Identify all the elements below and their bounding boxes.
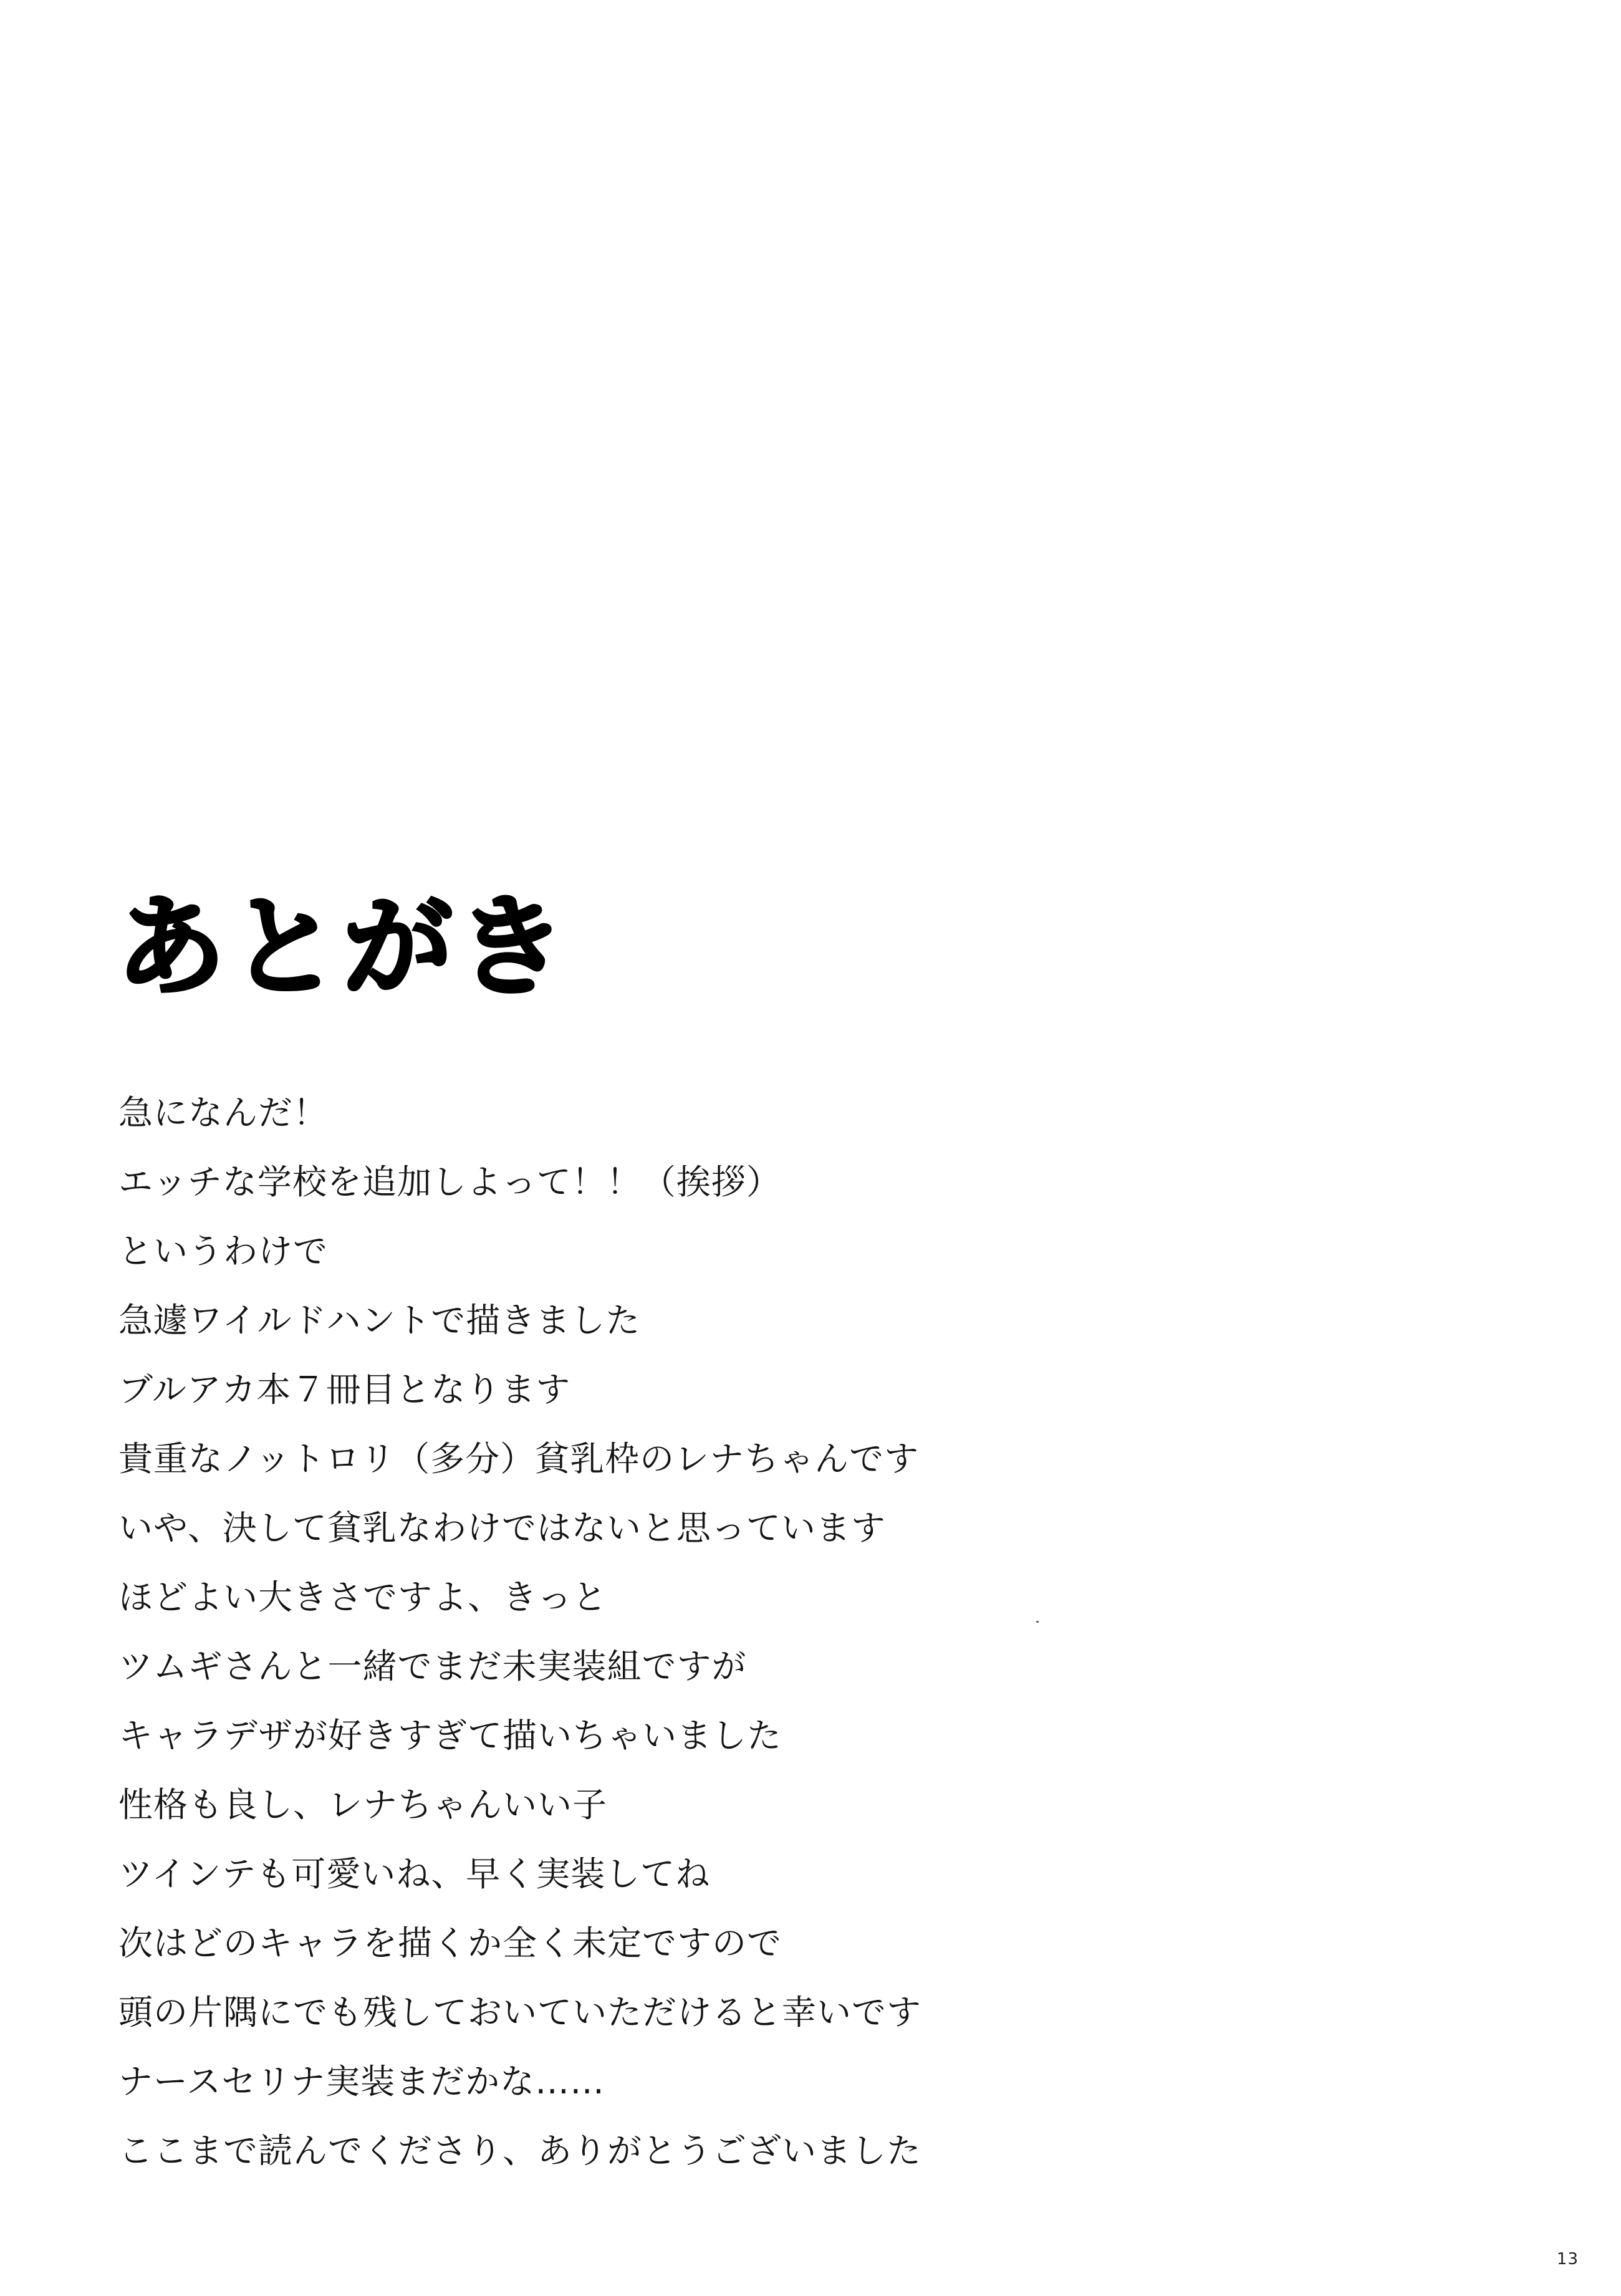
text-line: いや、決して貧乳なわけではないと思っています (118, 1508, 886, 1548)
text-line: 次はどのキャラを描くか全く未定ですので (118, 1923, 782, 1963)
text-line: 急遽ワイルドハントで描きました (118, 1300, 641, 1340)
scan-speck (1036, 1621, 1039, 1623)
text-line: ここまで読んでくださり、ありがとうございました (118, 2131, 922, 2171)
text-line: 急になんだ！ (118, 1093, 329, 1133)
text-line: というわけで (118, 1231, 329, 1271)
text-line: ツインテも可愛いね、早く実装してね (118, 1854, 711, 1894)
text-line: エッチな学校を追加しよって！！（挨拶） (118, 1162, 781, 1202)
text-line: ほどよい大きさですよ、きっと (118, 1577, 608, 1617)
page-number: 13 (1556, 2250, 1579, 2269)
page-title: あとがき (116, 883, 570, 1011)
text-line: ナースセリナ実装まだかな…… (118, 2062, 605, 2101)
text-line: キャラデザが好きすぎて描いちゃいました (118, 1716, 782, 1756)
text-line: 頭の片隅にでも残しておいていただけると幸いです (118, 1992, 922, 2032)
afterword-body (118, 1078, 921, 2186)
text-line: 貴重なノットロリ（多分）貧乳枠のレナちゃんです (118, 1439, 920, 1479)
text-line: ツムギさんと一緒でまだ未実装組ですが (118, 1646, 747, 1686)
text-line: ブルアカ本７冊目となります (118, 1370, 571, 1410)
text-line: 性格も良し、レナちゃんいい子 (118, 1785, 608, 1825)
